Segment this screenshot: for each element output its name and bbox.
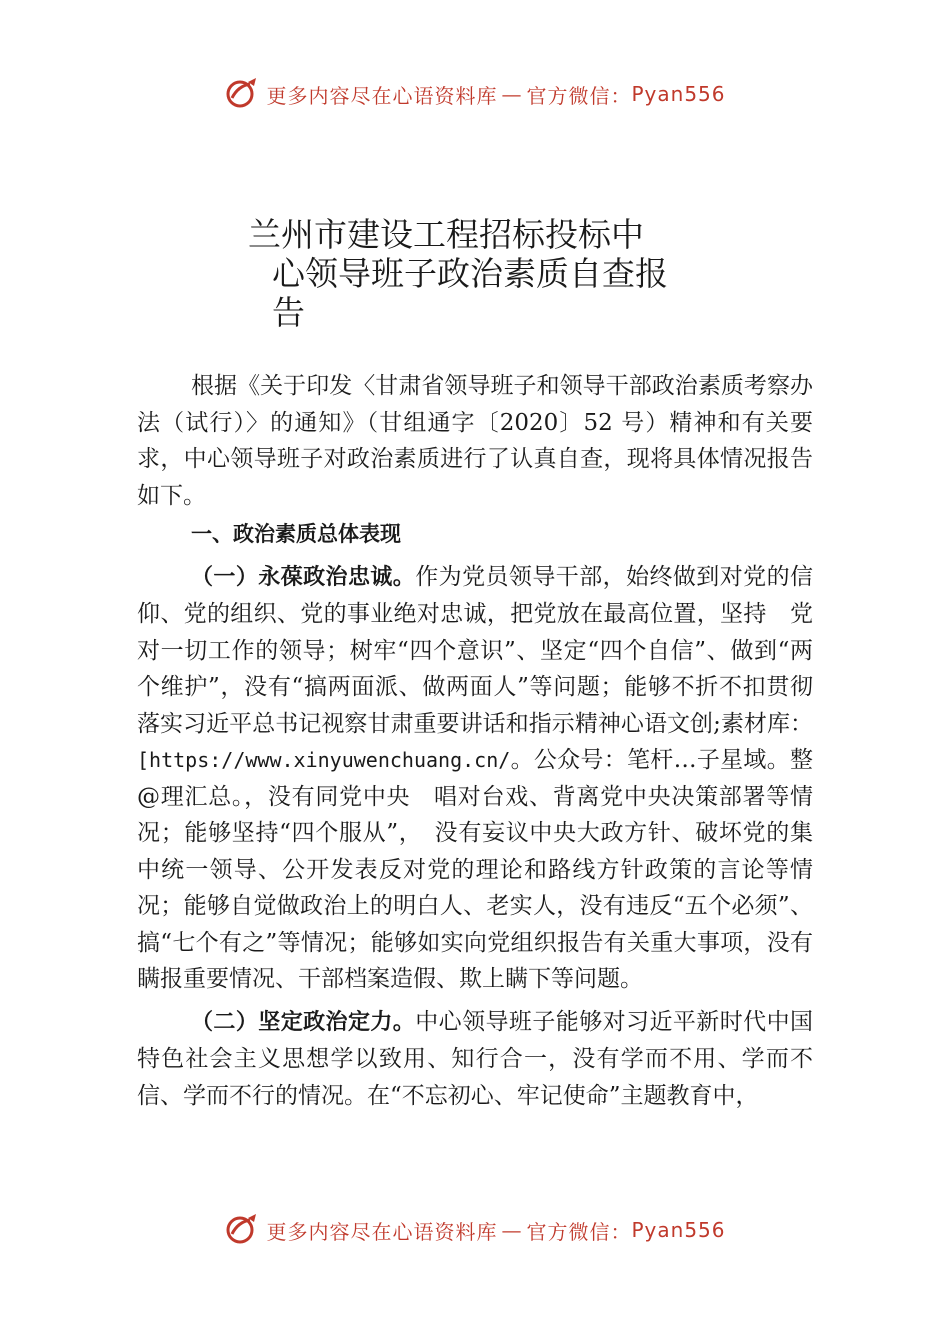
intro-paragraph: 根据《关于印发〈甘肃省领导班子和领导干部政治素质考察办法（试行）〉的通知》（甘组通字〔2020〕52 号）精神和有关要求，中心领导班子对政治素质进行了认真自查，现将具体情况报告如下。: [137, 373, 813, 509]
paragraph-1-text-b: 。公众号：笔杆…子星域。整@理汇总。，没有同党中央 唱对台戏、背离党中央决策部署等情况；能够坚持“四个服从”， 没有妄议中央大政方针、破坏党的集中统一领导、公开发表反对党的理论和路线方针政策的言论等情况；能够自觉做政治上的明白人、老实人，没有违反“五个必须”、搞“七个有之”等情况；能够如实向党组织报告有关重大事项，没有瞒报重要情况、干部档案造假、欺上瞒下等问题。: [137, 747, 813, 992]
title-line-1: 兰州市建设工程招标投标中: [248, 215, 644, 254]
paragraph-1-text-a: 作为党员领导干部，始终做到对党的信仰、党的组织、党的事业绝对忠诚，把党放在最高位置，坚持 党对一切工作的领导；树牢“四个意识”、坚定“四个自信”、做到“两 个维护”，没有“搞两面派、做两面人”等问题；能够不折不扣贯彻 落实习近平总书记视察甘肃重要讲话和指示精神心语文创;素材库：: [137, 563, 836, 737]
paragraph-1-url: [https://www.xinyuwenchuang.cn/: [137, 748, 511, 772]
banner-main-text: 更多内容尽在心语资料库: [266, 1219, 498, 1244]
title-line-3: 告: [272, 293, 305, 332]
banner-wechat-label: 官方微信：: [526, 83, 632, 108]
title-line-2: 心领导班子政治素质自查报: [272, 254, 668, 293]
section-heading-1: 一、政治素质总体表现: [191, 522, 401, 546]
banner-separator: —: [501, 82, 523, 106]
paragraph-2-text: 中心领导班子能够对习近平新时代中国特色社会主义思想学以致用、知行合一，没有学而不用、学而不信、学而不行的情况。在“不忘初心、牢记使命”主题教育中，: [137, 1008, 813, 1109]
paragraph-1-lead: （一）永葆政治忠诚。: [191, 564, 416, 590]
banner-wechat-id: Pyan556: [631, 1218, 726, 1242]
document-title: [248, 215, 708, 332]
paragraph-political-loyalty: [137, 559, 836, 998]
banner-wechat-label: 官方微信：: [526, 1219, 632, 1244]
document-body: [137, 368, 836, 1114]
banner-wechat-id: Pyan556: [631, 82, 726, 106]
banner-separator: —: [501, 1218, 523, 1242]
paragraph-political-resolve: [137, 1004, 813, 1115]
paragraph-2-lead: （二）坚定政治定力。: [191, 1009, 416, 1035]
footer-watermark-banner: [0, 1208, 950, 1252]
pen-logo-icon: [224, 1212, 260, 1248]
header-watermark-banner: [0, 72, 950, 116]
pen-logo-icon: [224, 76, 260, 112]
banner-main-text: 更多内容尽在心语资料库: [266, 83, 498, 108]
